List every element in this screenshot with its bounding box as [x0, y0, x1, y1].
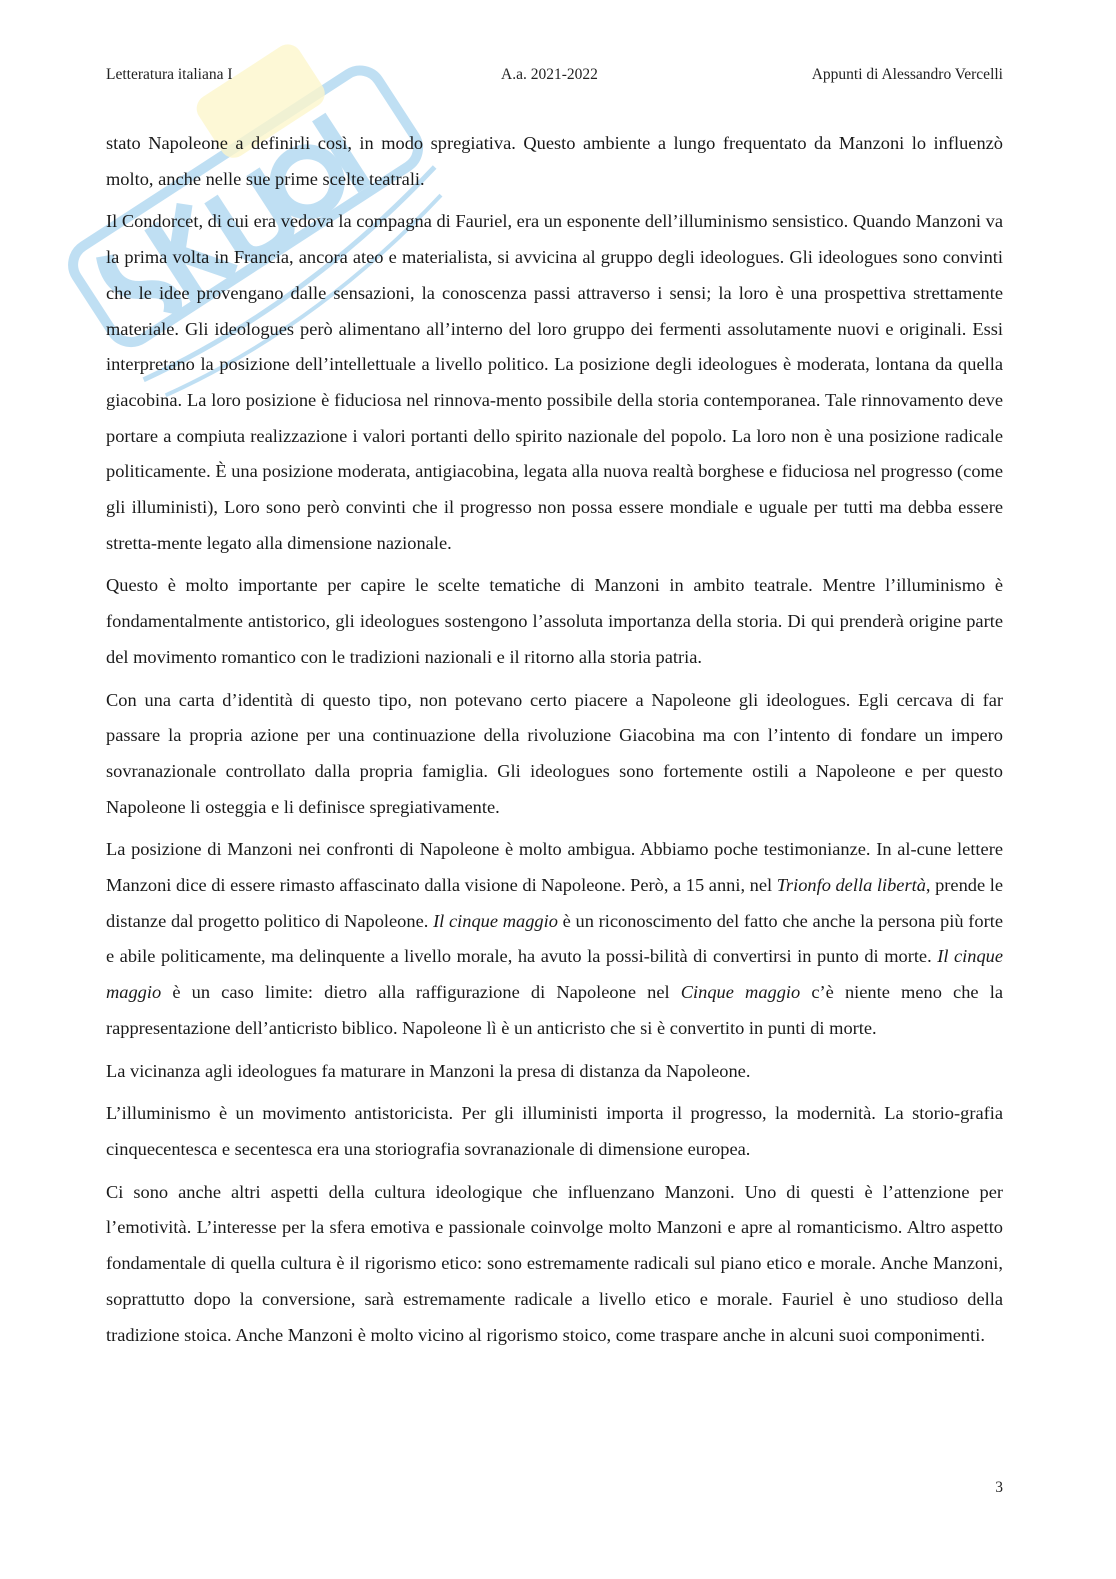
text-segment: stato Napoleone a definirli così, in modo spregiativa. Questo ambiente a lungo frequentato da Manzoni lo influenzò molto, anche nelle sue prime scelte teatrali. [106, 133, 1003, 189]
paragraph [106, 832, 1003, 1046]
text-segment: è un caso limite: dietro alla raffigurazione di Napoleone nel [161, 982, 681, 1003]
paragraph [106, 1175, 1003, 1354]
paragraph [106, 568, 1003, 675]
text-segment: è un riconoscimento del fatto che anche la persona più forte e abile politicamente, ma delinquente a livello morale, ha avuto la possi-bilità di convertirsi in punto di morte. [106, 910, 1003, 967]
italic-title: Il cinque maggio [433, 910, 558, 931]
text-segment: La vicinanza agli ideologues fa maturare in Manzoni la presa di distanza da Napoleone. [106, 1060, 751, 1081]
text-segment: Con una carta d’identità di questo tipo, non potevano certo piacere a Napoleone gli ideologues. Egli cercava di far passare la propria azione per una continuazione della rivoluzione Giacobina ma con l’intento di fondare un impero sovranazionale controllato dalla propria famiglia. Gli ideologues sono fortemente ostili a Napoleone e per questo Napoleone li osteggia e li definisce spregiativamente. [106, 689, 1003, 817]
paragraph [106, 204, 1003, 561]
paragraph [106, 1054, 1003, 1090]
header-author: Appunti di Alessandro Vercelli [811, 66, 1003, 83]
text-segment: Questo è molto importante per capire le scelte tematiche di Manzoni in ambito teatrale. Mentre l’illuminismo è fondamentalmente antistorico, gli ideologues sostengono l’assoluta importanza della storia. Di qui prenderà origine parte del movimento romantico con le tradizioni nazionali e il ritorno alla storia patria. [106, 575, 1003, 667]
page-number: 3 [995, 1479, 1003, 1496]
page-header [106, 66, 1003, 88]
paragraph [106, 683, 1003, 826]
text-segment: Ci sono anche altri aspetti della cultura ideologique che influenzano Manzoni. Uno di questi è l’attenzione per l’emotività. L’interesse per la sfera emotiva e passionale coinvolge molto Manzoni e apre al romanticismo. Altro aspetto fondamentale di quella cultura è il rigorismo etico: sono estremamente radicali sul piano etico e morale. Anche Manzoni, soprattutto dopo la conversione, sarà estremamente radicale a livello etico e morale. Fauriel è uno studioso della tradizione stoica. Anche Manzoni è molto vicino al rigorismo stoico, come traspare anche in alcuni suoi componimenti. [106, 1181, 1003, 1345]
text-segment: La posizione di Manzoni nei confronti di Napoleone è molto ambigua. Abbiamo poche testimonianze. In al-cune lettere Manzoni dice di essere rimasto affascinato dalla visione di Napoleone. Però, a 15 anni, nel [106, 839, 1003, 896]
text-segment: , prende le distanze dal progetto politico di Napoleone. [106, 875, 1004, 931]
body-text [106, 126, 1003, 1360]
italic-title: Il cinque maggio [106, 946, 1003, 1003]
text-segment: c’è niente meno che la rappresentazione dell’anticristo biblico. Napoleone lì è un anticristo che si è convertito in punti di morte. [106, 982, 1003, 1038]
italic-title: Trionfo della libertà [776, 875, 926, 896]
header-academic-year: A.a. 2021-2022 [501, 66, 598, 83]
italic-title: Cinque maggio [680, 982, 801, 1003]
text-segment: L’illuminismo è un movimento antistoricista. Per gli illuministi importa il progresso, la modernità. La storio-grafia cinquecentesca e secentesca era una storiografia sovranazionale di dimensione europea. [106, 1103, 1003, 1159]
text-segment: Il Condorcet, di cui era vedova la compagna di Fauriel, era un esponente dell’illuminismo sensistico. Quando Manzoni va la prima volta in Francia, ancora ateo e materialista, si avvicina al gruppo degli ideologues. Gli ideologues sono convinti che le idee provengano dalle sensazioni, la conoscenza passi attraverso i sensi; la loro è una prospettiva strettamente materiale. Gli ideologues però alimentano all’interno del loro gruppo dei fermenti assolutamente nuovi e originali. Essi interpretano la posizione dell’intellettuale a livello politico. La posizione degli ideologues è moderata, lontana da quella giacobina. La loro posizione è fiduciosa nel rinnova-mento possibile della storia contemporanea. Tale rinnovamento deve portare a compiuta realizzazione i valori portanti dello spirito nazionale del popolo. La loro non è una posizione radicale politicamente. È una posizione moderata, antigiacobina, legata alla nuova realtà borghese e fiduciosa nel progresso (come gli illuministi), Loro sono però convinti che il progresso non possa essere mondiale e uguale per tutti ma debba essere stretta-mente legato alla dimensione nazionale. [106, 211, 1003, 553]
paragraph [106, 126, 1003, 197]
header-course-title: Letteratura italiana I [106, 66, 233, 83]
paragraph [106, 1096, 1003, 1167]
